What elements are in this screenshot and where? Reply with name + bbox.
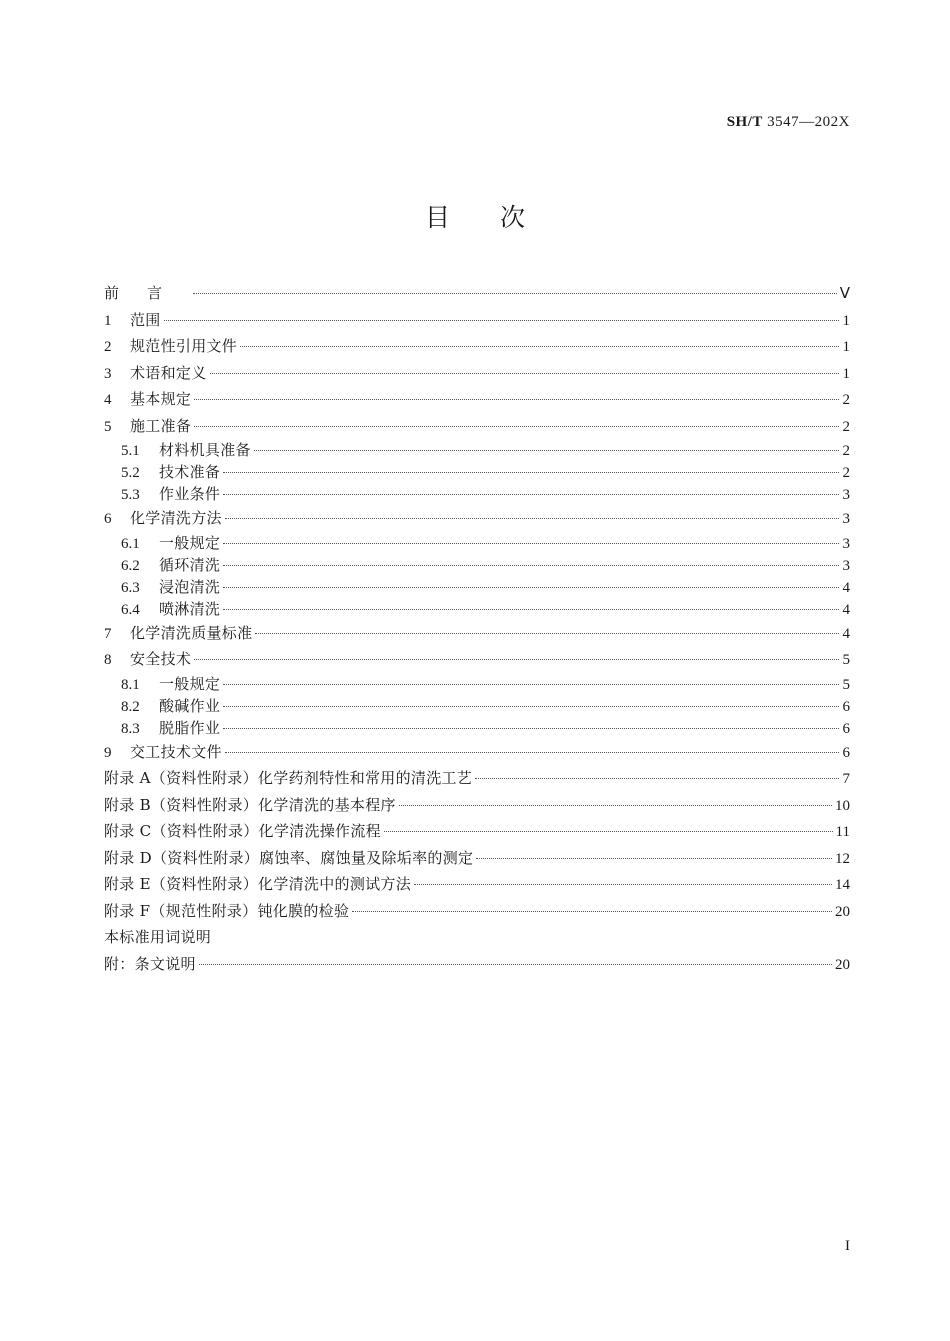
toc-entry-number: 5 <box>104 418 112 435</box>
toc-entry[interactable] <box>104 598 850 620</box>
toc-dot-leader <box>164 320 839 321</box>
table-of-contents <box>104 280 850 977</box>
toc-entry[interactable] <box>104 576 850 598</box>
toc-entry-number: 1 <box>104 312 112 329</box>
toc-entry-number: 6.2 <box>121 557 140 574</box>
toc-entry-page: 1 <box>842 339 850 355</box>
toc-entry[interactable] <box>104 280 850 307</box>
toc-entry[interactable] <box>104 483 850 505</box>
toc-entry-page: 2 <box>842 443 850 459</box>
toc-entry-page: 7 <box>842 771 850 787</box>
toc-entry-page: 2 <box>842 392 850 408</box>
toc-dot-leader <box>223 728 839 729</box>
toc-entry-number: 7 <box>104 625 112 642</box>
toc-entry-label: 材料机具准备 <box>159 441 251 459</box>
toc-entry-page: 6 <box>842 720 850 737</box>
toc-entry-label: 本标准用词说明 <box>104 928 212 946</box>
toc-entry[interactable] <box>104 386 850 413</box>
toc-entry-page: 5 <box>842 676 850 693</box>
toc-dot-leader <box>223 587 839 588</box>
toc-entry-page: 3 <box>842 557 850 574</box>
toc-entry[interactable] <box>104 951 850 978</box>
toc-dot-leader <box>475 778 839 779</box>
toc-entry[interactable] <box>104 360 850 387</box>
toc-entry[interactable] <box>104 532 850 554</box>
toc-entry-number: 3 <box>104 365 112 382</box>
toc-entry-label: 附：条文说明 <box>104 954 196 973</box>
toc-entry-page: 1 <box>842 365 850 382</box>
toc-entry-number: 8.3 <box>121 720 140 737</box>
toc-entry-label: 作业条件 <box>159 485 221 503</box>
toc-dot-leader <box>240 346 839 347</box>
toc-entry-number: 5.3 <box>121 487 140 503</box>
toc-entry-number: 6.3 <box>121 579 140 596</box>
toc-entry-number: 2 <box>104 339 112 355</box>
toc-entry[interactable] <box>104 307 850 334</box>
toc-entry-label: 化学清洗质量标准 <box>130 623 253 642</box>
page-number: I <box>845 1238 850 1254</box>
toc-entry[interactable] <box>104 792 850 819</box>
toc-entry-page: 1 <box>842 312 850 329</box>
toc-dot-leader <box>199 964 832 965</box>
toc-dot-leader <box>255 633 839 634</box>
toc-entry-page: 6 <box>842 744 850 761</box>
toc-entry-label: 酸碱作业 <box>159 696 221 715</box>
toc-entry[interactable] <box>104 620 850 647</box>
toc-entry-number: 6.1 <box>121 535 140 552</box>
toc-entry-page: 4 <box>842 579 850 596</box>
toc-entry[interactable] <box>104 765 850 792</box>
toc-entry-page: 5 <box>842 652 850 668</box>
toc-entry-number: 6 <box>104 511 112 527</box>
toc-entry-page: 12 <box>835 850 850 867</box>
toc-dot-leader <box>254 450 839 451</box>
toc-dot-leader <box>414 884 832 885</box>
toc-dot-leader <box>223 609 839 610</box>
toc-dot-leader <box>223 494 839 495</box>
toc-dot-leader <box>476 858 832 859</box>
toc-entry-number: 4 <box>104 392 112 408</box>
toc-entry-label: 施工准备 <box>130 416 192 435</box>
toc-entry-page: 3 <box>842 511 850 527</box>
toc-entry-label: 术语和定义 <box>130 363 207 382</box>
toc-entry-page: 10 <box>835 797 850 814</box>
toc-dot-leader <box>225 518 839 519</box>
toc-dot-leader <box>194 659 839 660</box>
toc-entry-page: 2 <box>842 465 850 481</box>
toc-entry[interactable] <box>104 818 850 845</box>
toc-dot-leader <box>210 373 839 374</box>
toc-entry[interactable] <box>104 439 850 461</box>
toc-dot-leader <box>223 543 839 544</box>
toc-entry-label: 附录 C（资料性附录）化学清洗操作流程 <box>104 822 381 840</box>
toc-dot-leader <box>223 472 839 473</box>
toc-entry-page: 2 <box>842 418 850 435</box>
toc-entry[interactable] <box>104 695 850 717</box>
toc-entry-label: 附录 E（资料性附录）化学清洗中的测试方法 <box>104 875 412 893</box>
toc-entry[interactable] <box>104 898 850 925</box>
toc-entry[interactable] <box>104 717 850 739</box>
toc-entry[interactable] <box>104 646 850 673</box>
toc-entry-page: 4 <box>842 601 850 618</box>
toc-entry-label: 附录 B（资料性附录）化学清洗的基本程序 <box>104 795 396 814</box>
toc-entry-number: 5.2 <box>121 465 140 481</box>
toc-entry[interactable] <box>104 739 850 766</box>
toc-entry-label: 基本规定 <box>130 390 192 408</box>
page-title: 目次 <box>424 203 575 232</box>
toc-entry-page: 20 <box>835 903 850 920</box>
toc-entry-number: 9 <box>104 744 112 761</box>
toc-dot-leader <box>223 684 839 685</box>
toc-entry[interactable] <box>104 871 850 898</box>
toc-entry-number: 6.4 <box>121 601 140 618</box>
toc-entry-page: 3 <box>842 487 850 503</box>
toc-entry-label: 范围 <box>130 310 161 329</box>
toc-dot-leader <box>352 911 832 912</box>
toc-entry[interactable] <box>104 413 850 440</box>
toc-entry-label: 交工技术文件 <box>130 742 222 761</box>
toc-entry-number: 5.1 <box>121 443 140 459</box>
toc-entry-page: 4 <box>842 625 850 642</box>
standard-code-number: 3547—202X <box>767 114 850 130</box>
toc-entry-label: 浸泡清洗 <box>159 577 221 596</box>
toc-entry-label: 化学清洗方法 <box>130 509 222 527</box>
toc-entry-label: 前言 <box>104 284 191 302</box>
standard-code-prefix: SH/T <box>726 114 763 130</box>
toc-entry-label: 技术准备 <box>159 463 221 481</box>
toc-entry[interactable] <box>104 845 850 872</box>
toc-entry-label: 脱脂作业 <box>159 718 221 737</box>
toc-entry-page: 20 <box>835 956 850 973</box>
standard-code <box>727 114 850 131</box>
toc-dot-leader <box>223 706 839 707</box>
toc-dot-leader <box>225 752 839 753</box>
toc-entry-page: 11 <box>835 824 850 840</box>
toc-entry-label: 附录 F（规范性附录）钝化膜的检验 <box>104 901 350 920</box>
toc-entry-label: 喷淋清洗 <box>159 599 221 618</box>
toc-dot-leader <box>223 565 839 566</box>
toc-entry-label: 规范性引用文件 <box>130 337 238 355</box>
toc-entry[interactable] <box>104 924 850 951</box>
toc-entry-label: 附录 A（资料性附录）化学药剂特性和常用的清洗工艺 <box>104 769 473 787</box>
toc-entry-label: 循环清洗 <box>159 555 221 574</box>
toc-dot-leader <box>194 399 839 400</box>
toc-entry-label: 安全技术 <box>130 650 192 668</box>
toc-dot-leader <box>399 805 832 806</box>
toc-entry-number: 8.2 <box>121 698 140 715</box>
toc-entry-page: 3 <box>842 535 850 552</box>
toc-dot-leader <box>194 426 839 427</box>
toc-entry-label: 一般规定 <box>159 533 221 552</box>
toc-entry-page: 6 <box>842 698 850 715</box>
toc-entry[interactable] <box>104 461 850 483</box>
toc-entry[interactable] <box>104 333 850 360</box>
toc-entry[interactable] <box>104 554 850 576</box>
toc-entry-number: 8 <box>104 652 112 668</box>
toc-entry-label: 附录 D（资料性附录）腐蚀率、腐蚀量及除垢率的测定 <box>104 848 474 867</box>
toc-entry[interactable] <box>104 673 850 695</box>
toc-dot-leader <box>193 293 837 294</box>
toc-dot-leader <box>384 831 833 832</box>
toc-entry-number: 8.1 <box>121 676 140 693</box>
toc-entry-label: 一般规定 <box>159 674 221 693</box>
toc-entry-page: Ⅴ <box>839 286 850 302</box>
toc-entry[interactable] <box>104 505 850 532</box>
toc-entry-page: 14 <box>835 877 850 893</box>
